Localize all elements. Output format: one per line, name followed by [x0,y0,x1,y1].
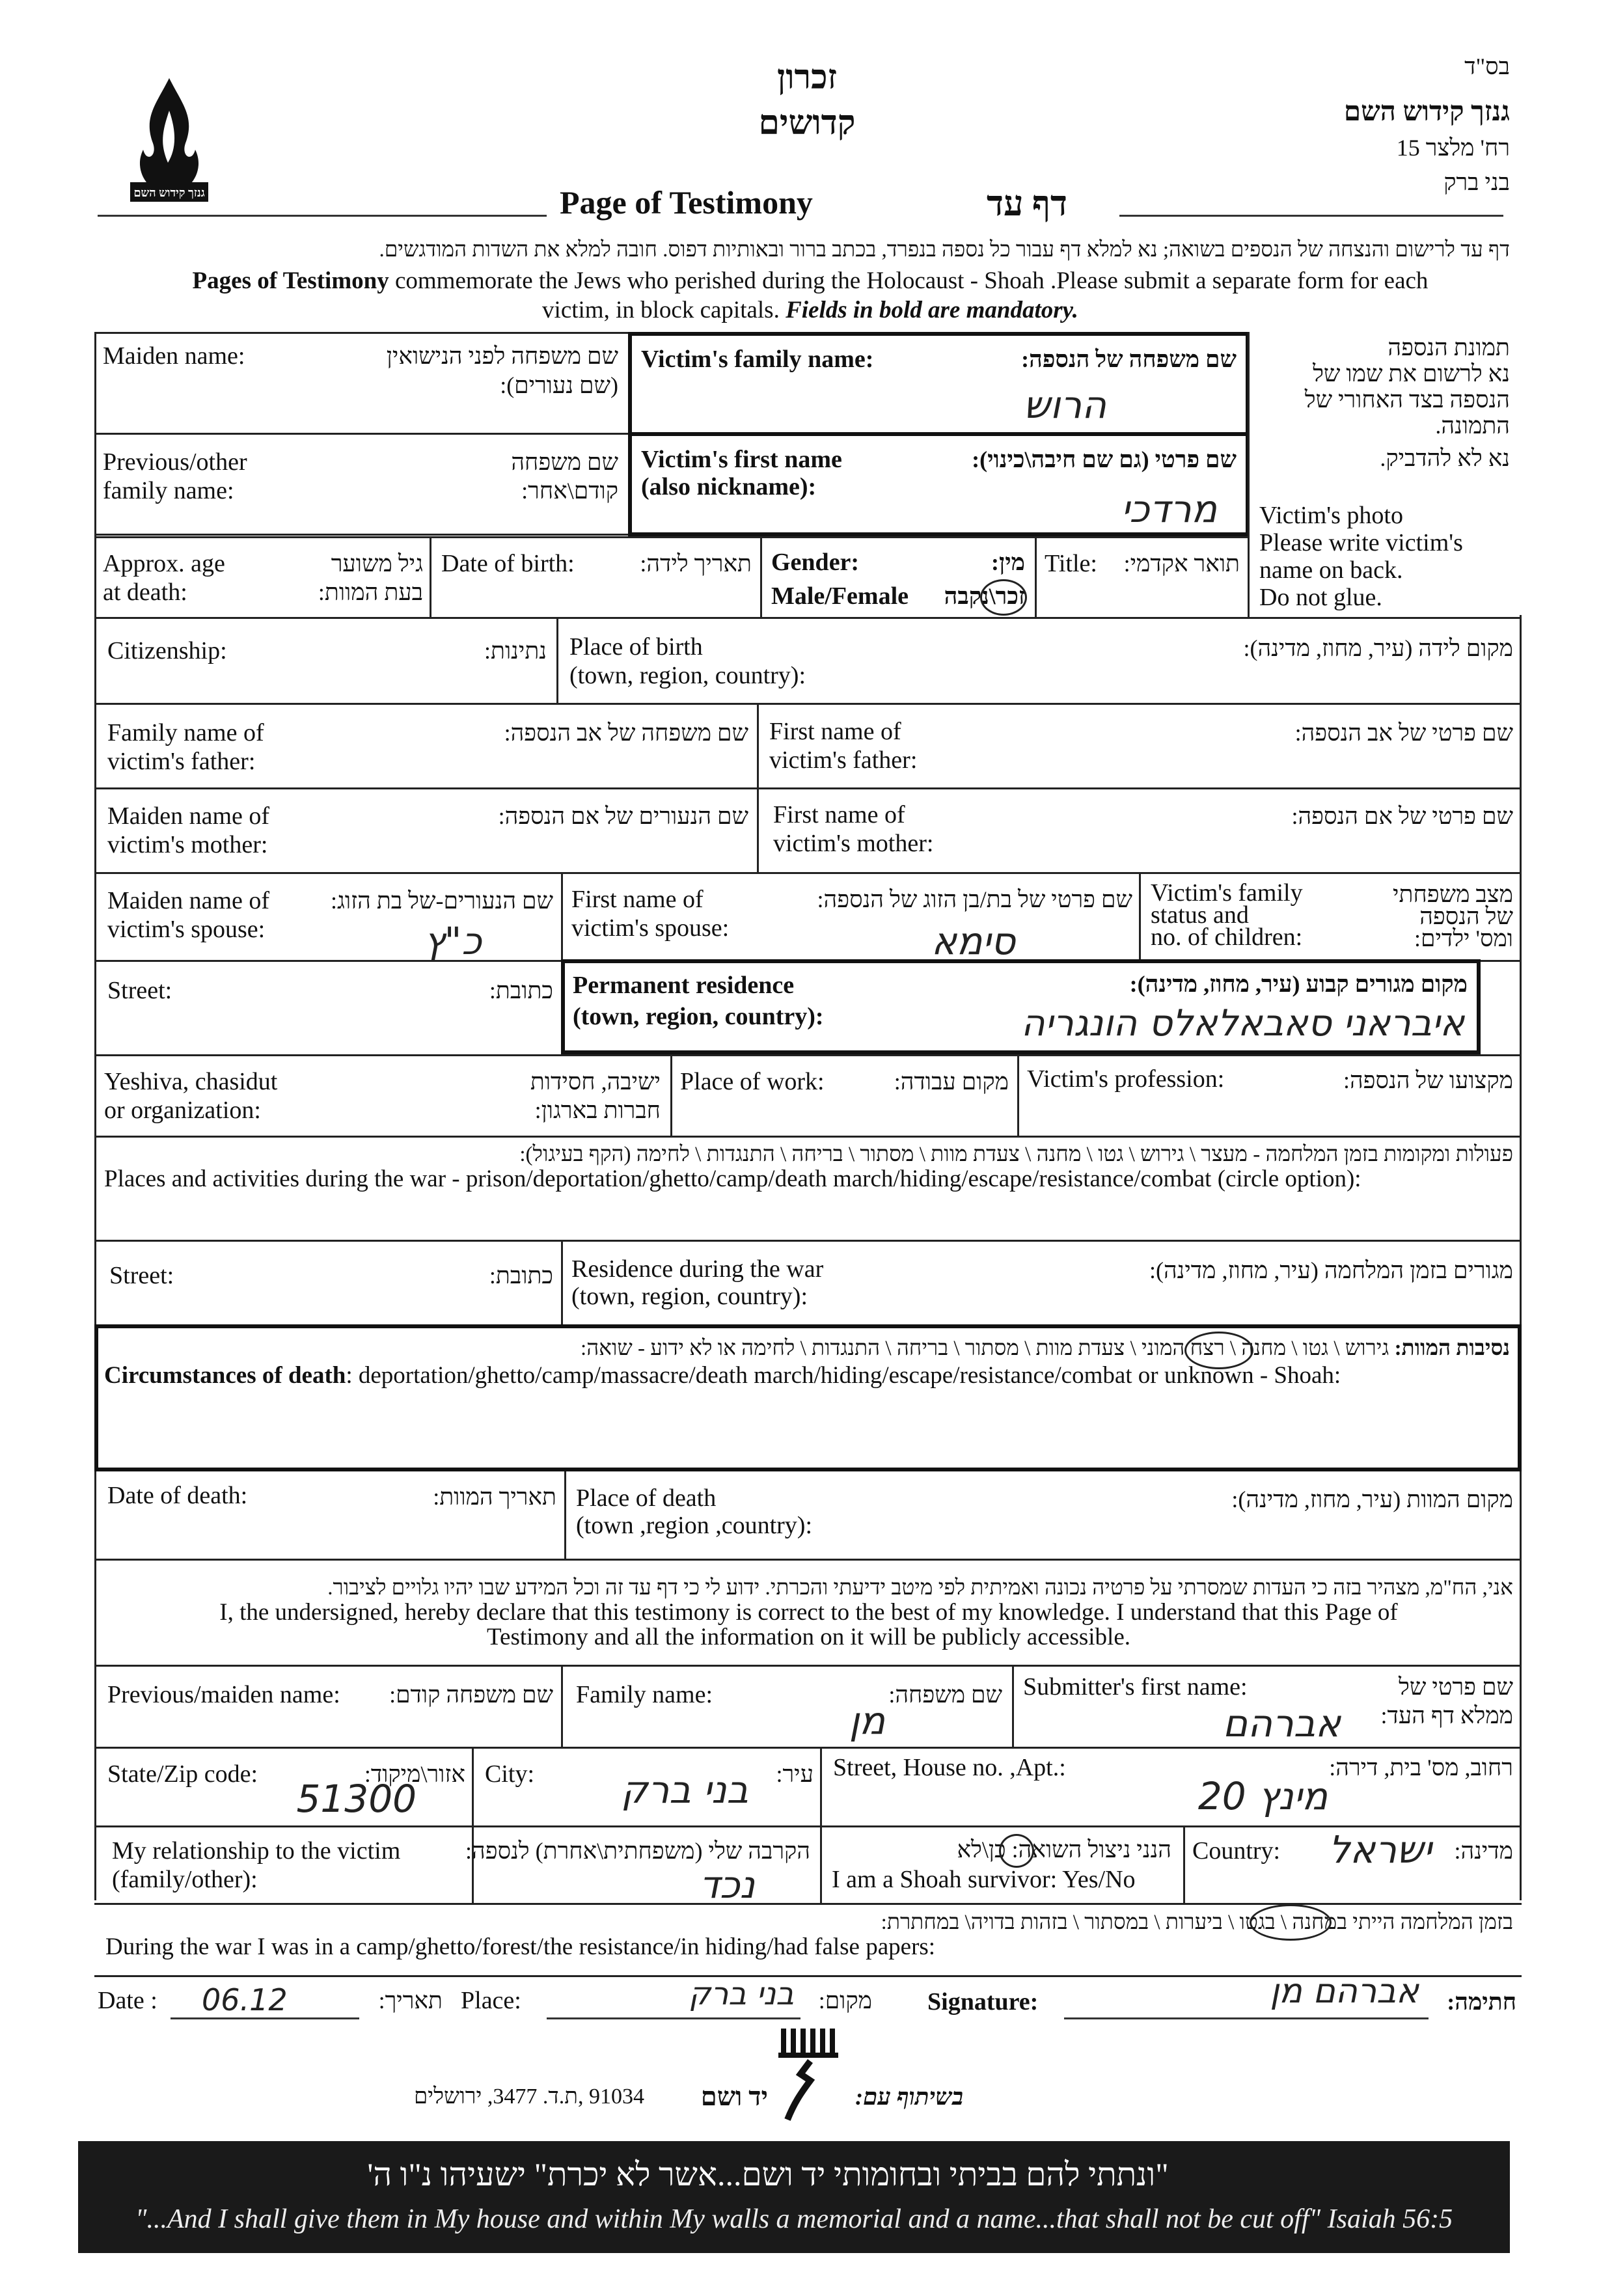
sub-first-he-2: ממלא דף העד: [1380,1702,1513,1729]
pod-en-2: (town ,region ,country): [576,1512,813,1539]
sub-rel-he: הקרבה שלי (משפחתית\אחרת) לנספה: [465,1838,810,1864]
sub1-bottom [94,1747,1522,1749]
spouse-first-he: שם פרטי של בת/בן הזוג של הנספה: [817,886,1132,912]
top-right-1: בס"ד [1464,53,1510,79]
title-rule-right [1119,215,1503,217]
pod-en-1: Place of death [576,1484,717,1512]
street-label-en: Street: [107,977,172,1004]
status-en-2: status and [1151,901,1249,929]
status-he-1: מצב משפחתי [1393,881,1513,907]
places-he: פעולות ומקומות בזמן המלחמה - מעצר \ גירוש \ גטו \ מחנה \ צעדת מוות \ מסתור \ בריחה \ התנגדות \ לחימה (הקף בעיגול): [519,1143,1513,1166]
top-right-3: רח' מלצר 15 [1396,135,1510,161]
citizen-label-en: Citizenship: [107,637,227,664]
gender-male-circle [980,579,1027,616]
sub-city-en: City: [485,1760,535,1788]
father-first-en-1: First name of [769,718,901,745]
sub-survivor-he: הנני ניצול השואה: כן\לא [957,1837,1171,1863]
sub-war-en: During the war I was in a camp/ghetto/forest/the resistance/in hiding/had false papers: [105,1934,936,1960]
footer-address: 91034 ,ת.ד. 3477, ירושלים [413,2084,644,2109]
sub-city-he: עיר: [776,1761,814,1787]
first-value: מרדכי [1121,487,1217,531]
first-label-en-2: (also nickname): [641,473,817,500]
title-label-en: Title: [1045,550,1097,577]
intro-en-bold: Pages of Testimony [192,267,389,294]
war-camp-circle [1250,1904,1332,1941]
pob-label-en-2: (town, region, country): [569,662,806,689]
title-rule-left [98,215,547,217]
yeshiva-he-1: ישיבה, חסידות [530,1069,661,1095]
row1-bottom [94,433,631,435]
sub2-div2 [820,1747,822,1903]
declaration-he: אני, הח"מ, מצהיר בזה כי העדות שמסרתי על פרטיה נכונה ואמיתית לפי מיטב ידיעתי והכרתי. ידוע לי כי דף עד זה וכל המידע שבו יהיו גלויים לציבור. [327,1576,1513,1600]
family-value: הרוש [1023,383,1106,427]
pob-label-he: מקום לידה (עיר, מחוז, מדינה): [1243,635,1513,661]
banner-en: "...And I shall give them in My house and within My walls a memorial and a name...that shall not be cut off" Isaiah 56:5 [135,2204,1453,2234]
photo-en-3: name on back. [1259,556,1403,584]
center-title-he-2: קדושים [758,105,856,142]
place-he: מקום: [818,1988,872,2014]
header-logo [117,72,221,208]
father-family-en-1: Family name of [107,719,264,746]
spouse-maiden-he: שם הנעורים-של בת הזוג: [331,888,553,914]
dod-he: תאריך המוות: [433,1484,556,1510]
row3-div4 [1248,332,1250,617]
gender-label-he-2: זכר\נקבה [944,583,1025,609]
spouse-first-en-2: victim's spouse: [571,914,730,942]
photo-en-2: Please write victim's [1259,529,1463,556]
first-label-he: שם פרטי (גם שם חיבה\כינוי): [972,446,1237,472]
yeshiva-he-2: חברות בארגון: [534,1097,661,1123]
places-en: Places and activities during the war - prison/deportation/ghetto/camp/death march/hiding/escape/resistance/combat (circle option): [104,1166,1361,1192]
place-value: בני ברק [689,1976,794,2012]
photo-he-5: נא לא להדביק. [1380,445,1510,471]
sub3-bottom [94,1903,1522,1905]
place-label: Place: [461,1987,521,2014]
row11-div [561,1240,563,1324]
profession-en: Victim's profession: [1027,1065,1225,1093]
circ-he: גירוש \ גטו \ מחנה \ רצח המוני \ צעדת מוות \ מסתור \ בריחה \ התנגדות \ לחימה או לא ידוע - שואה: [581,1337,1389,1360]
intro-en-mandatory: Fields in bold are mandatory. [786,297,1078,323]
sub1-div1 [561,1665,563,1747]
family-label-en: Victim's family name: [641,346,874,373]
citizen-label-he: נתינות: [484,638,547,664]
photo-en-4: Do not glue. [1259,584,1382,611]
age-label-en-1: Approx. age [103,550,225,577]
circ-en-line [104,1361,1510,1390]
yeshiva-en-2: or organization: [104,1097,261,1124]
sub-rel-en-1: My relationship to the victim [112,1837,401,1865]
sub-city-value: בני ברק [621,1768,748,1812]
yadvashem-logo [774,2025,846,2123]
sub3-div [1183,1825,1185,1903]
menorah-logo-icon [774,2025,846,2123]
circ-en-bold: Circumstances of death [104,1362,346,1389]
sub-rel-en-2: (family/other): [112,1866,258,1893]
intro-en-2: victim, in block capitals. [542,297,786,323]
mother-maiden-en-1: Maiden name of [107,802,270,830]
mother-maiden-he: שם הנעורים של אם הנספה: [498,803,748,829]
date-line [171,2017,359,2019]
sub-first-value: אברהם [1222,1701,1341,1745]
war-res-he: מגורים בזמן המלחמה (עיר, מחוז, מדינה): [1149,1257,1513,1283]
sub-rel-value: נכד [699,1863,755,1907]
sub2-div1 [472,1747,474,1903]
row13-bottom [94,1559,1522,1561]
yeshiva-en-1: Yeshiva, chasidut [104,1068,278,1095]
father-first-en-2: victim's father: [769,746,918,774]
prev-label-en-2: family name: [103,477,234,504]
pod-he: מקום המוות (עיר, מחוז, מדינה): [1231,1486,1513,1512]
signature-label: Signature: [927,1988,1039,2016]
signature-line [1064,2017,1429,2019]
spouse-maiden-en-2: victim's spouse: [107,916,266,943]
sub-zip-value: 51300 [296,1777,417,1821]
row7-div2 [1139,872,1141,960]
photo-he-3: הנספה בצד האחורי של [1304,387,1510,413]
circ-en: : deportation/ghetto/camp/massacre/death march/hiding/escape/resistance/combat or unknown - Shoah: [346,1362,1341,1389]
row5-div [757,703,759,872]
declaration-bottom [94,1665,1522,1667]
row10-bottom [94,1240,1522,1242]
row9-div1 [670,1054,672,1136]
row9-bottom [94,1136,1522,1138]
intro-en-1: commemorate the Jews who perished during the Holocaust - Shoah .Please submit a separate form for each [389,267,1429,294]
dod-en: Date of death: [107,1482,248,1509]
row8-bottom [94,1054,1522,1056]
war-street-he: כתובת: [489,1263,553,1289]
row4-div [556,617,558,703]
sub-first-en: Submitter's first name: [1023,1673,1248,1701]
row3-div1 [430,536,431,617]
gender-label-en-1: Gender: [771,549,860,576]
family-label-he: שם משפחה של הנספה: [1021,346,1237,372]
father-family-he: שם משפחה של אב הנספה: [504,720,748,746]
row4-bottom [94,703,1522,705]
spouse-maiden-value: כ"ץ [424,919,482,963]
mother-first-he: שם פרטי של אם הנספה: [1291,803,1513,829]
row3-div3 [1035,536,1037,617]
sub-family-he: שם משפחה: [888,1682,1002,1708]
sub-war-he: בזמן המלחמה הייתי במחנה \ בגטו \ ביערות \ במסתור \ בזהות בדויה\ במחתרת: [881,1911,1513,1934]
war-res-en-2: (town, region, country): [571,1283,808,1310]
dob-label-he: תאריך לידה: [640,551,752,577]
quote-banner [78,2141,1510,2253]
work-he: מקום עבודה: [894,1069,1009,1095]
spouse-maiden-en-1: Maiden name of [107,887,270,914]
banner-he: "ונתתי להם בביתי ובחומותי יד ושם...אשר לא יכרת" ישעיהו נ"ו ה' [367,2156,1169,2193]
sub-family-value: מן [849,1699,885,1743]
father-first-he: שם פרטי של אב הנספה: [1294,720,1513,746]
maiden-label-he-1: שם משפחה לפני הנישואין [386,343,618,369]
spouse-first-en-1: First name of [571,886,704,913]
sub-prev-en: Previous/maiden name: [107,1681,340,1708]
logo-caption: גנזך קידוש השם [133,186,205,199]
circ-he-line [104,1334,1510,1363]
photo-en-1: Victim's photo [1259,502,1403,529]
first-label-en-1: Victim's first name [641,446,842,473]
maiden-label-he-2: (שם נעורים): [500,372,618,398]
status-en-1: Victim's family [1151,879,1303,907]
grid-right-border [1520,615,1522,1900]
center-title-he-1: זכרון [776,59,837,96]
sub-country-he: מדינה: [1454,1838,1513,1864]
date-label: Date : [98,1987,157,2014]
title-label-he: תואר אקדמי: [1123,551,1240,577]
residence-en-2: (town, region, country): [573,1003,824,1030]
row6-bottom [94,872,1522,874]
mother-maiden-en-2: victim's mother: [107,831,268,858]
gender-label-en-2: Male/Female [771,582,909,610]
sub-street-he: רחוב, מס' בית, דירה: [1329,1755,1513,1781]
prev-label-he-2: קודם\אחר: [521,478,618,504]
war-res-en-1: Residence during the war [571,1255,824,1283]
row3-bottom [94,617,1522,619]
form-title-en: Page of Testimony [560,184,813,221]
dob-label-en: Date of birth: [441,550,575,577]
declaration-en-2: Testimony and all the information on it will be publicly accessible. [487,1624,1130,1650]
declaration-en-1: I, the undersigned, hereby declare that this testimony is correct to the best of my knowledge. I understand that this Page of [219,1599,1398,1626]
row5-bottom [94,787,1522,789]
status-he-3: ומס' ילדים: [1414,925,1513,951]
sub-zip-en: State/Zip code: [107,1760,258,1788]
photo-he-1: תמונת הנספה [1388,335,1510,361]
photo-he-2: נא לרשום את שמו של [1313,361,1510,387]
form-title-he: דף עד [987,184,1067,223]
pob-label-en-1: Place of birth [569,633,703,661]
row2-bottom [94,534,631,536]
row3-top [94,536,1250,538]
date-he: תאריך: [378,1988,443,2014]
war-street-en: Street: [109,1262,174,1289]
sub-country-en: Country: [1192,1837,1281,1865]
age-label-en-2: at death: [103,579,187,606]
prev-label-he-1: שם משפחה [511,449,618,475]
mother-first-en-1: First name of [773,801,905,828]
prev-label-en-1: Previous/other [103,448,247,476]
yadvashem-text: יד ושם [700,2082,768,2111]
residence-en-1: Permanent residence [573,972,795,999]
age-label-he-2: בעת המוות: [318,579,423,605]
sub1-div2 [1012,1665,1014,1747]
sub-family-en: Family name: [576,1681,713,1708]
intro-he: דף עד לרישום והנצחה של הנספים בשואה; נא למלא דף עבור כל נספה בנפרד, בכתב ברור ובאותיות דפוס. חובה למלא את השדות המודגשים. [379,238,1510,262]
intro-en-line1 [111,267,1510,295]
circ-he-bold: נסיבות המוות: [1394,1337,1510,1360]
sub-street-en: Street, House no. ,Apt.: [833,1754,1066,1781]
work-en: Place of work: [680,1068,825,1095]
row9-div2 [1017,1054,1019,1136]
age-label-he-1: גיל משוער [331,551,423,577]
intro-en-line2 [111,296,1510,325]
photo-he-4: התמונה. [1435,413,1510,439]
top-right-4: בני ברק [1443,169,1510,195]
maiden-label-en: Maiden name: [103,342,245,370]
signature-he: חתימה: [1447,1989,1516,2015]
gender-label-he-1: מין: [991,549,1025,575]
top-right-2: גנזך קידוש השם [1343,97,1510,127]
sub-street-value: מינץ 20 [1197,1774,1328,1818]
place-line [547,2017,800,2019]
signature-value: אברהם מן [1270,1972,1419,2011]
sub-country-value: ישראל [1328,1827,1432,1872]
status-he-2: של הנספה [1419,903,1513,929]
father-family-en-2: victim's father: [107,748,256,775]
street-label-he: כתובת: [489,977,553,1004]
mother-first-en-2: victim's mother: [773,830,934,857]
sub-first-he-1: שם פרטי של [1398,1674,1513,1700]
residence-he: מקום מגורים קבוע (עיר, מחוז, מדינה): [1129,971,1468,997]
partner-he: בשיתוף עם: [855,2084,963,2110]
status-en-3: no. of children: [1151,923,1303,951]
sub-zip-he: אזור\מיקוד: [364,1761,465,1787]
sub-prev-he: שם משפחה קודם: [389,1682,553,1708]
profession-he: מקצועו של הנספה: [1343,1067,1513,1093]
sub-survivor-en: I am a Shoah survivor: Yes/No [832,1866,1136,1893]
spouse-first-value: סימא [931,919,1015,963]
survivor-yes-circle [999,1834,1034,1868]
row13-div [564,1471,566,1559]
residence-value: איבראני סאבאלאלס הונגריה [1021,1002,1464,1045]
row3-div2 [760,536,762,617]
date-value: 06.12 [202,1982,288,2017]
